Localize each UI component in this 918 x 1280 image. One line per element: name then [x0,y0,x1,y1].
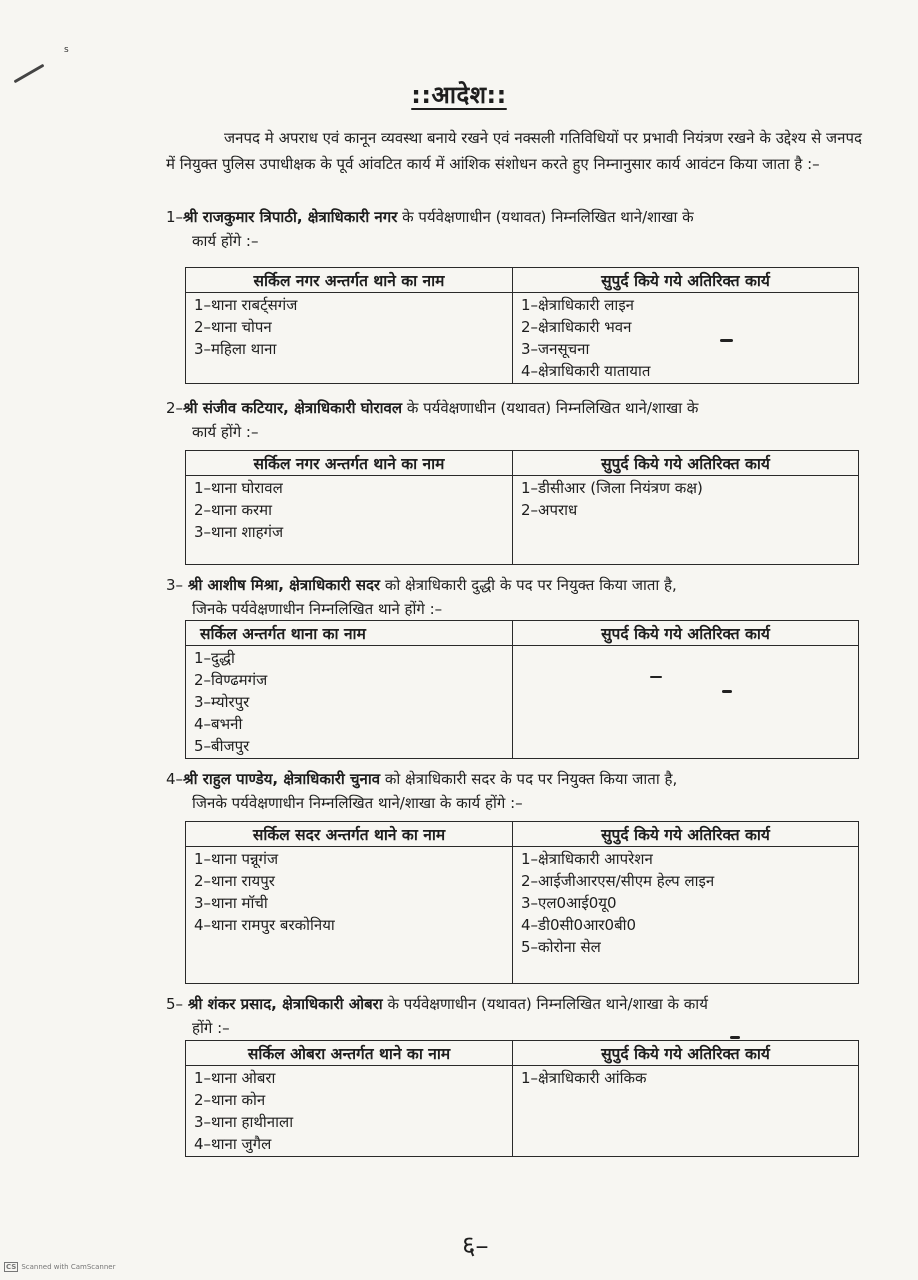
work-item: 1–क्षेत्राधिकारी आपरेशन [521,850,653,868]
section-text-continued: कार्य होंगे :– [192,232,259,250]
work-item: 1–क्षेत्राधिकारी लाइन [521,296,635,314]
pen-mark [730,1036,740,1039]
section-text-continued: जिनके पर्यवेक्षणाधीन निम्नलिखित थाने/शाखा के कार्य होंगे :– [192,794,523,812]
section-1-heading [166,205,862,253]
section-1-table [185,267,859,384]
work-item: 1–क्षेत्राधिकारी आंकिक [521,1069,647,1087]
station-item: 3–थाना मॉची [194,894,268,912]
section-5-heading [166,992,862,1040]
work-item: 4–डी0सी0आर0बी0 [521,916,637,934]
additional-work-cell [513,646,859,759]
work-item: 2–आईजीआरएस/सीएम हेल्प लाइन [521,872,715,890]
station-item: 4–थाना रामपुर बरकोनिया [194,916,335,934]
station-item: 2–थाना कोन [194,1091,266,1109]
intro-paragraph [166,125,862,177]
officer-name: श्री शंकर प्रसाद, क्षेत्राधिकारी ओबरा [187,995,383,1013]
officer-name: श्री राजकुमार त्रिपाठी, क्षेत्राधिकारी नगर [183,208,398,226]
column-header-additional-work: सुपुर्द किये गये अतिरिक्त कार्य [513,822,859,847]
station-item: 2–थाना चोपन [194,318,272,336]
station-item: 4–बभनी [194,715,243,733]
station-item: 4–थाना जुगैल [194,1135,272,1153]
section-number: 4– [166,770,184,788]
station-list-cell [186,1066,513,1157]
column-header-station: सर्किल नगर अन्तर्गत थाने का नाम [186,268,513,293]
officer-name: श्री आशीष मिश्रा, क्षेत्राधिकारी सदर [187,576,381,594]
section-text: के पर्यवेक्षणाधीन (यथावत) निम्नलिखित थाने/शाखा के [397,208,694,226]
station-item: 3–थाना शाहगंज [194,523,284,541]
additional-work-cell [513,476,859,565]
section-text: को क्षेत्राधिकारी दुद्धी के पद पर नियुक्त किया जाता है, [380,576,677,594]
additional-work-cell [513,847,859,984]
section-2-heading [166,396,862,444]
station-item: 1–दुद्धी [194,649,235,667]
section-number: 1– [166,208,184,226]
additional-work-cell [513,293,859,384]
column-header-station: सर्किल अन्तर्गत थाना का नाम [186,621,513,646]
section-number: 2– [166,399,184,417]
pen-mark [650,676,662,678]
section-number: 5– [166,995,184,1013]
work-item: 4–क्षेत्राधिकारी यातायात [521,362,651,380]
station-list-cell [186,293,513,384]
top-mark: s [64,45,69,55]
section-4-heading [166,767,862,815]
page-title: ::आदेश:: [411,81,507,109]
intro-text: जनपद मे अपराध एवं कानून व्यवस्था बनाये रखने एवं नक्सली गतिविधियों पर प्रभावी नियंत्रण रखने के उद्देश्य से जनपद में नियुक्त पुलिस उपाधीक्षक के पूर्व आंवटित कार्य में आंशिक संशोधन करते हुए निम्नानुसार कार्य आवंटन किया जाता है :– [166,129,862,173]
section-4-table [185,821,859,984]
station-item: 2–विण्ढमगंज [194,671,268,689]
section-text-continued: होंगे :– [192,1019,230,1037]
column-header-additional-work: सुपुर्द किये गये अतिरिक्त कार्य [513,268,859,293]
station-list-cell [186,476,513,565]
station-item: 5–बीजपुर [194,737,250,755]
station-item: 1–थाना राबर्ट्सगंज [194,296,298,314]
column-header-station: सर्किल ओबरा अन्तर्गत थाने का नाम [186,1041,513,1066]
column-header-additional-work: सुपुर्द किये गये अतिरिक्त कार्य [513,451,859,476]
section-text-continued: कार्य होंगे :– [192,423,259,441]
section-3-heading [166,573,862,621]
station-list-cell [186,646,513,759]
section-5-table [185,1040,859,1157]
station-item: 2–थाना करमा [194,501,273,519]
section-text-continued: जिनके पर्यवेक्षणाधीन निम्नलिखित थाने होंगे :– [192,600,443,618]
section-text: के पर्यवेक्षणाधीन (यथावत) निम्नलिखित थाने/शाखा के कार्य [382,995,708,1013]
page-number: ६– [462,1231,489,1261]
work-item: 5–कोरोना सेल [521,938,601,956]
column-header-station: सर्किल सदर अन्तर्गत थाने का नाम [186,822,513,847]
work-item: 1–डीसीआर (जिला नियंत्रण कक्ष) [521,479,703,497]
officer-name: श्री राहुल पाण्डेय, क्षेत्राधिकारी चुनाव [183,770,381,788]
officer-name: श्री संजीव कटियार, क्षेत्राधिकारी घोरावल [183,399,403,417]
additional-work-cell [513,1066,859,1157]
scanner-logo: CS [6,1263,17,1271]
station-item: 3–म्योरपुर [194,693,250,711]
section-3-table [185,620,859,759]
station-item: 1–थाना ओबरा [194,1069,276,1087]
column-header-additional-work: सुपर्द किये गये अतिरिक्त कार्य [513,621,859,646]
station-item: 1–थाना घोरावल [194,479,283,497]
station-item: 3–महिला थाना [194,340,277,358]
work-item: 2–क्षेत्राधिकारी भवन [521,318,632,336]
column-header-additional-work: सुपुर्द किये गये अतिरिक्त कार्य [513,1041,859,1066]
pen-mark [720,339,733,342]
column-header-station: सर्किल नगर अन्तर्गत थाने का नाम [186,451,513,476]
station-list-cell [186,847,513,984]
section-number: 3– [166,576,184,594]
station-item: 1–थाना पन्नूगंज [194,850,279,868]
station-item: 3–थाना हाथीनाला [194,1113,294,1131]
scanner-watermark [4,1262,115,1272]
work-item: 3–जनसूचना [521,340,590,358]
section-2-table [185,450,859,565]
pen-mark [722,690,732,693]
station-item: 2–थाना रायपुर [194,872,275,890]
scanner-text: Scanned with CamScanner [21,1263,116,1271]
work-item: 2–अपराध [521,501,578,519]
section-text: को क्षेत्राधिकारी सदर के पद पर नियुक्त किया जाता है, [380,770,678,788]
work-item: 3–एल0आई0यू0 [521,894,617,912]
section-text: के पर्यवेक्षणाधीन (यथावत) निम्नलिखित थाने/शाखा के [402,399,699,417]
